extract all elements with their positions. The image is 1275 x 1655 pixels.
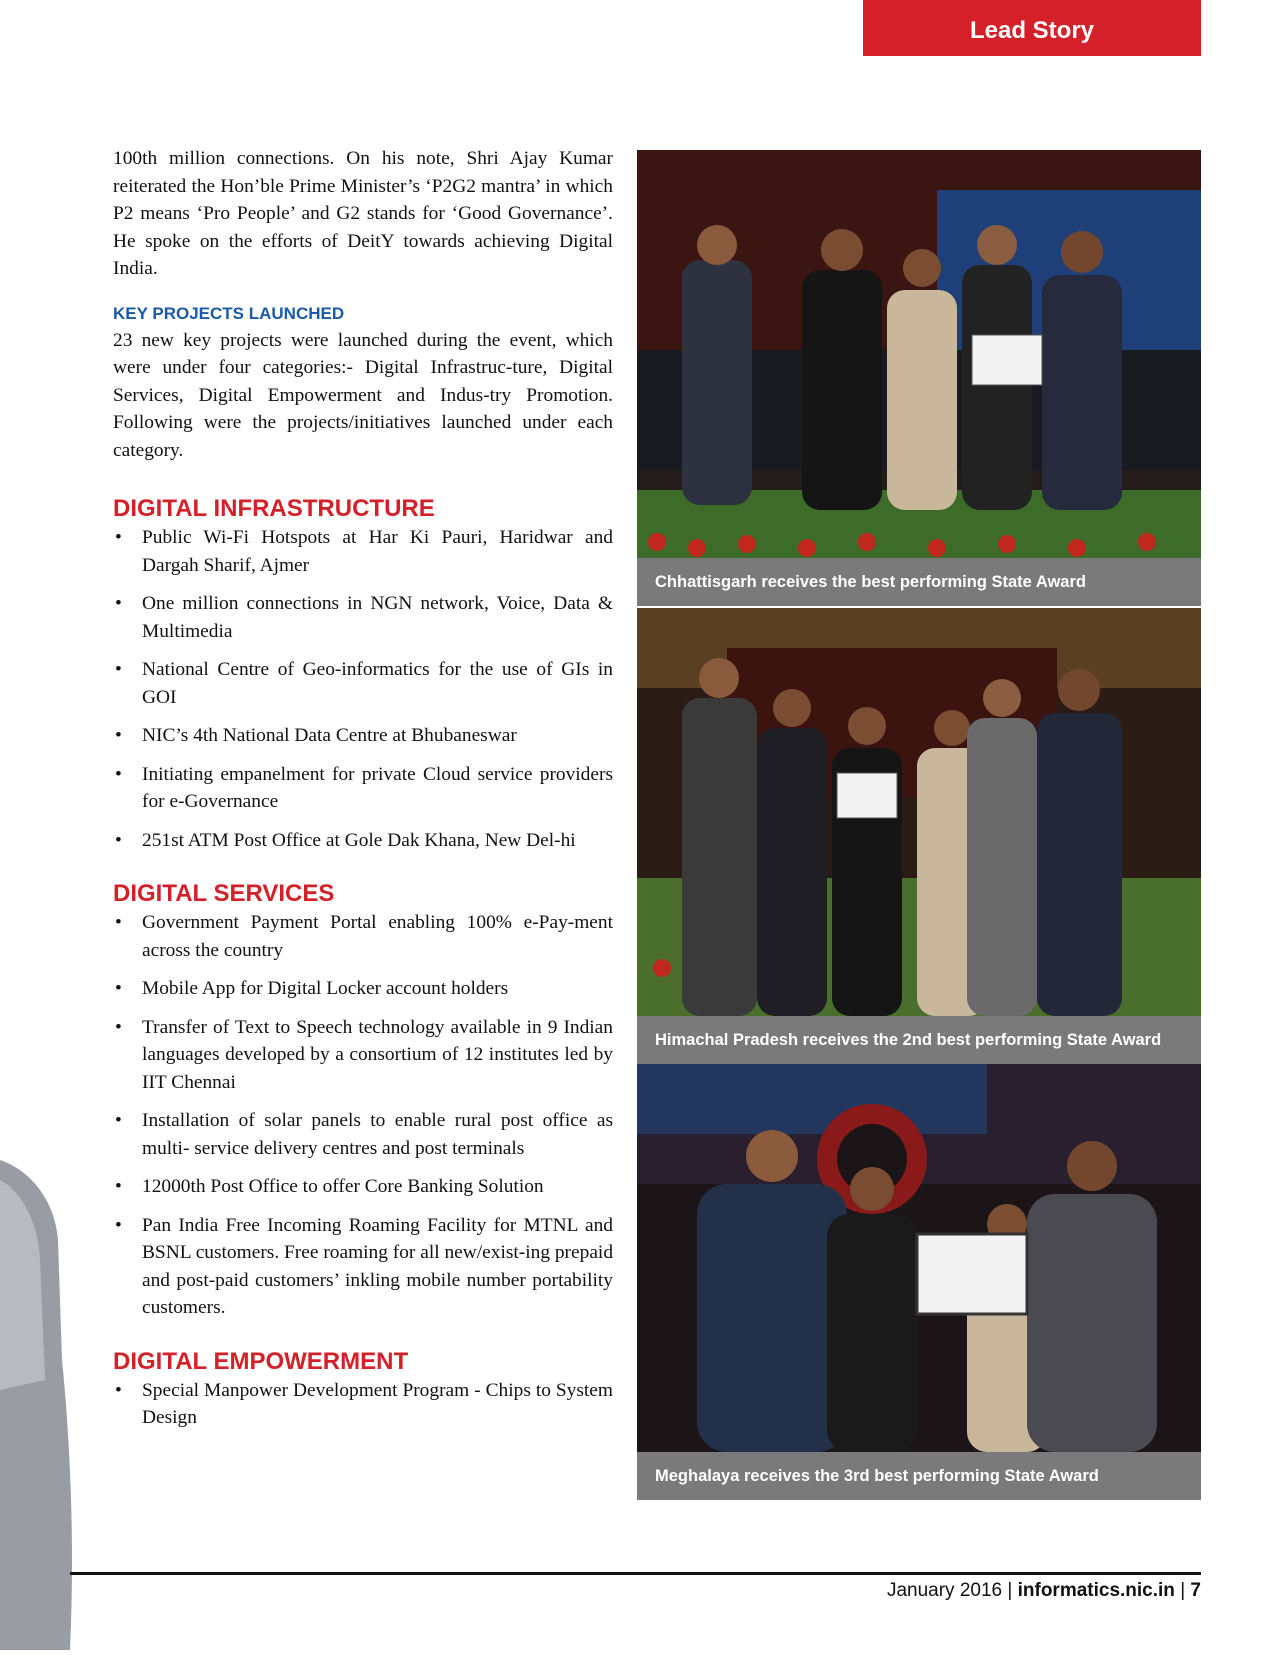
section-tab	[863, 0, 1201, 56]
list-item: • Public Wi-Fi Hotspots at Har Ki Pauri, Haridwar and Dargah Sharif, Ajmer	[113, 524, 613, 579]
list-item: • 12000th Post Office to offer Core Banking Solution	[113, 1173, 613, 1201]
digital-infrastructure-heading: DIGITAL INFRASTRUCTURE	[113, 495, 435, 522]
digital-empowerment-list	[113, 1377, 613, 1432]
edge-figure-image	[0, 1160, 75, 1655]
footer-site: informatics.nic.in	[1017, 1580, 1175, 1601]
page-footer: January 2016 | informatics.nic.in | 7	[886, 1580, 1201, 1601]
section-tab-label: Lead Story	[969, 17, 1095, 44]
article-body	[113, 145, 613, 1443]
list-item: • NIC’s 4th National Data Centre at Bhubaneswar	[113, 722, 613, 750]
photo-3-caption	[637, 1452, 1201, 1500]
list-item: • One million connections in NGN network, Voice, Data & Multimedia	[113, 590, 613, 645]
award-photo-2	[637, 608, 1201, 1016]
digital-services-heading: DIGITAL SERVICES	[113, 880, 335, 907]
footer-page-number: 7	[1190, 1580, 1201, 1601]
list-item: • 251st ATM Post Office at Gole Dak Khana, New Del-hi	[113, 827, 613, 855]
digital-services-list	[113, 909, 613, 1322]
list-item: • Installation of solar panels to enable rural post office as multi- service delivery centres and post terminals	[113, 1107, 613, 1162]
list-item: • Transfer of Text to Speech technology available in 9 Indian languages developed by a consortium of 12 institutes led by IIT Chennai	[113, 1014, 613, 1097]
key-projects-heading: KEY PROJECTS LAUNCHED	[113, 303, 345, 323]
award-photo-1	[637, 150, 1201, 558]
footer-rule	[70, 1572, 1201, 1575]
list-item: • Initiating empanelment for private Cloud service providers for e-Governance	[113, 761, 613, 816]
photo-1-caption	[637, 558, 1201, 606]
award-photo-3	[637, 1064, 1201, 1452]
list-item: • Mobile App for Digital Locker account holders	[113, 975, 613, 1003]
intro-paragraph: 100th million connections. On his note, Shri Ajay Kumar reiterated the Hon’ble Prime Minister’s ‘P2G2 mantra’ in which P2 means ‘Pro People’ and G2 stands for ‘Good Governance’. He spoke on the efforts of DeitY towards achieving Digital India.	[113, 148, 613, 279]
digital-infrastructure-list	[113, 524, 613, 854]
list-item: • National Centre of Geo-informatics for the use of GIs in GOI	[113, 656, 613, 711]
photo-1-caption-text: Chhattisgarh receives the best performing State Award	[655, 572, 1086, 591]
key-projects-paragraph: 23 new key projects were launched during the event, which were under four categories:- Digital Infrastruc-ture, Digital Services, Digital Empowerment and Indus-try Promotion. Following were the projects/initiatives launched under each category.	[113, 329, 613, 461]
digital-empowerment-heading: DIGITAL EMPOWERMENT	[113, 1347, 409, 1375]
footer-date: January 2016	[886, 1580, 1003, 1601]
photo-2-caption-text: Himachal Pradesh receives the 2nd best performing State Award	[655, 1030, 1162, 1049]
list-item: • Pan India Free Incoming Roaming Facility for MTNL and BSNL customers. Free roaming for all new/exist-ing prepaid and post-paid customers’ inkling mobile number portability customers.	[113, 1212, 613, 1322]
list-item: • Special Manpower Development Program - Chips to System Design	[113, 1377, 613, 1432]
photo-2-caption	[637, 1016, 1201, 1064]
photo-3-caption-text: Meghalaya receives the 3rd best performing State Award	[655, 1466, 1099, 1485]
list-item: • Government Payment Portal enabling 100% e-Pay-ment across the country	[113, 909, 613, 964]
